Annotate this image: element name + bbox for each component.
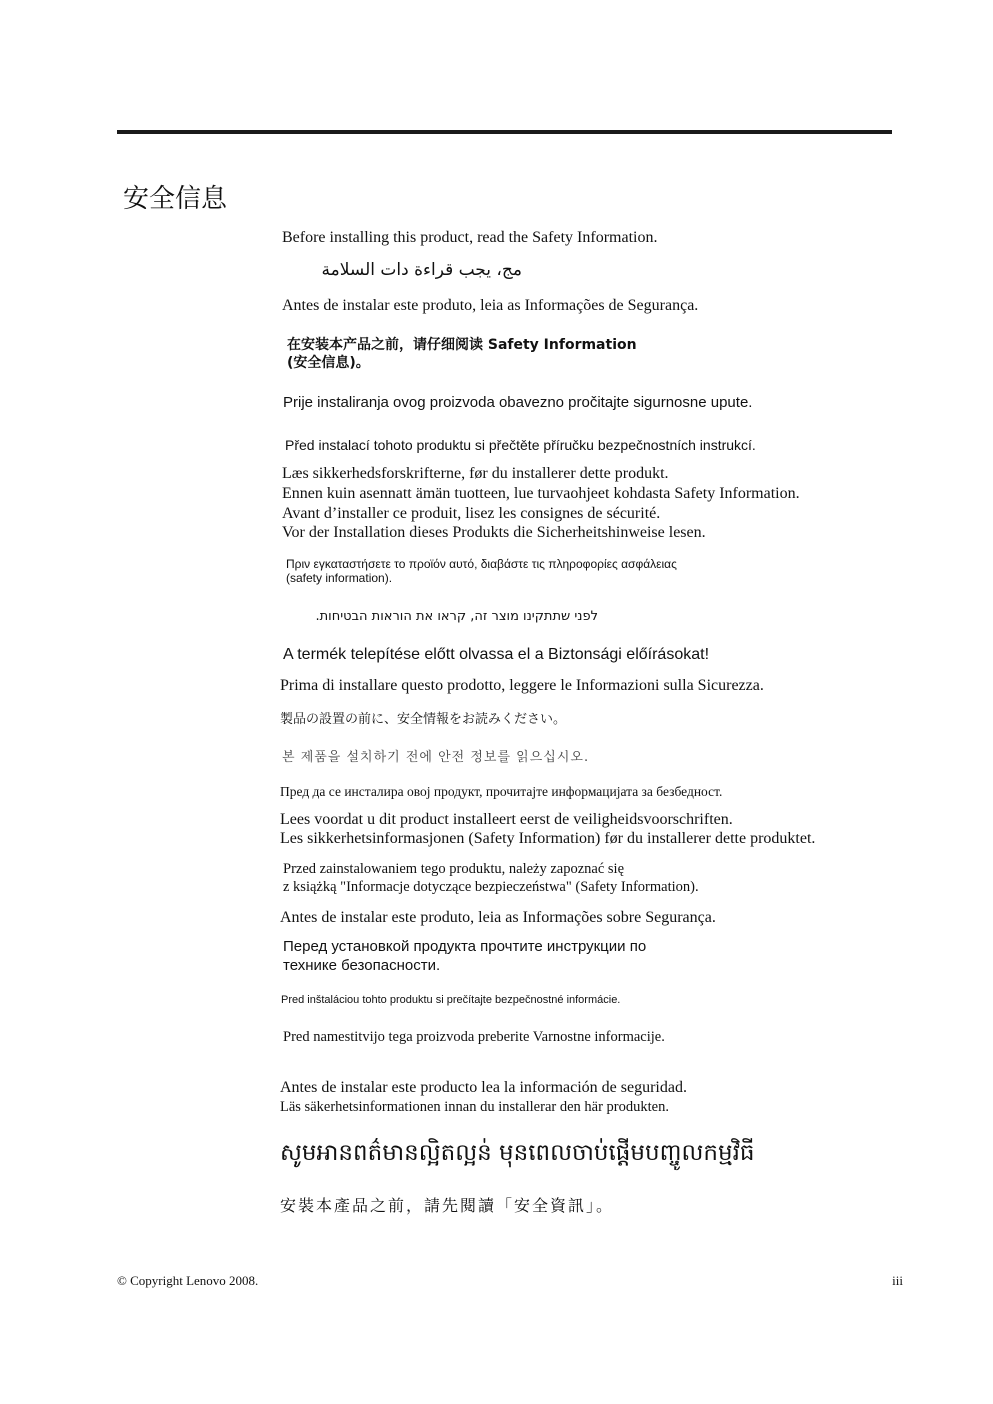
safety-line-danish: Læs sikkerhedsforskrifterne, før du installerer dette produkt.	[282, 465, 669, 482]
safety-line-khmer: សូមអានពត៌មានល្អិតល្អន់ មុនពេលចាប់ផ្តើមបញ្ចូលកម្មវិធី	[280, 1140, 755, 1166]
safety-line-slovak: Pred inštaláciou tohto produktu si prečítajte bezpečnostné informácie.	[281, 994, 621, 1006]
safety-line-russian-2: технике безопасности.	[283, 957, 441, 974]
safety-line-english: Before installing this product, read the Safety Information.	[282, 229, 658, 246]
page-title: 安全信息	[123, 184, 228, 214]
safety-line-greek-1: Πριν εγκαταστήσετε το προϊόν αυτό, διαβάστε τις πληροφορίες ασφάλειας	[286, 557, 677, 571]
safety-line-chinese-simplified-2: (安全信息)。	[287, 355, 370, 371]
safety-line-polish-1: Przed zainstalowaniem tego produktu, należy zapoznać się	[283, 861, 625, 877]
safety-line-chinese-traditional: 安裝本產品之前，請先閱讀「安全資訊」。	[280, 1196, 615, 1215]
safety-line-spanish: Antes de instalar este producto lea la información de seguridad.	[280, 1079, 687, 1096]
safety-line-french: Avant d’installer ce produit, lisez les consignes de sécurité.	[282, 505, 661, 522]
safety-line-russian-1: Перед установкой продукта прочтите инструкции по	[283, 938, 647, 955]
safety-line-swedish: Läs säkerhetsinformationen innan du installerar den här produkten.	[280, 1099, 669, 1115]
safety-line-czech: Před instalací tohoto produktu si přečtěte příručku bezpečnostních instrukcí.	[285, 437, 756, 453]
safety-line-hungarian: A termék telepítése előtt olvassa el a Biztonsági előírásokat!	[283, 646, 710, 663]
safety-line-arabic: مج، يجب قراءة دات السلامة	[321, 260, 522, 280]
safety-line-slovenian: Pred namestitvijo tega proizvoda preberite Varnostne informacije.	[283, 1029, 665, 1045]
safety-line-italian: Prima di installare questo prodotto, leggere le Informazioni sulla Sicurezza.	[280, 677, 764, 694]
safety-line-korean: 본 제품을 설치하기 전에 안전 정보를 읽으십시오.	[282, 750, 590, 765]
safety-line-finnish: Ennen kuin asennatt ämän tuotteen, lue turvaohjeet kohdasta Safety Information.	[282, 485, 800, 502]
copyright-notice: © Copyright Lenovo 2008.	[117, 1273, 259, 1288]
safety-line-portuguese-brazil: Antes de instalar este produto, leia as Informações de Segurança.	[282, 297, 699, 314]
safety-line-polish-2: z książką "Informacje dotyczące bezpieczeństwa" (Safety Information).	[283, 879, 699, 895]
safety-line-chinese-simplified-1: 在安装本产品之前，请仔细阅读 Safety Information	[287, 337, 637, 353]
safety-line-greek-2: (safety information).	[286, 571, 393, 585]
page-number: iii	[892, 1273, 903, 1288]
safety-line-croatian: Prije instaliranja ovog proizvoda obavezno pročitajte sigurnosne upute.	[283, 394, 753, 411]
safety-line-portuguese: Antes de instalar este produto, leia as Informações sobre Segurança.	[280, 909, 716, 926]
safety-line-japanese: 製品の設置の前に、安全情報をお読みください。	[280, 712, 567, 727]
safety-line-macedonian: Пред да се инсталира овој продукт, прочитајте информацијата за безбедност.	[280, 784, 723, 799]
safety-line-hebrew: לפני שתתקינו מוצר זה, קראו את הוראות הבטיחות.	[315, 609, 598, 624]
safety-line-german: Vor der Installation dieses Produkts die Sicherheitshinweise lesen.	[282, 524, 706, 541]
safety-line-dutch: Lees voordat u dit product installeert eerst de veiligheidsvoorschriften.	[280, 811, 733, 828]
safety-line-norwegian: Les sikkerhetsinformasjonen (Safety Information) før du installerer dette produktet.	[280, 830, 816, 847]
header-rule	[117, 130, 892, 134]
